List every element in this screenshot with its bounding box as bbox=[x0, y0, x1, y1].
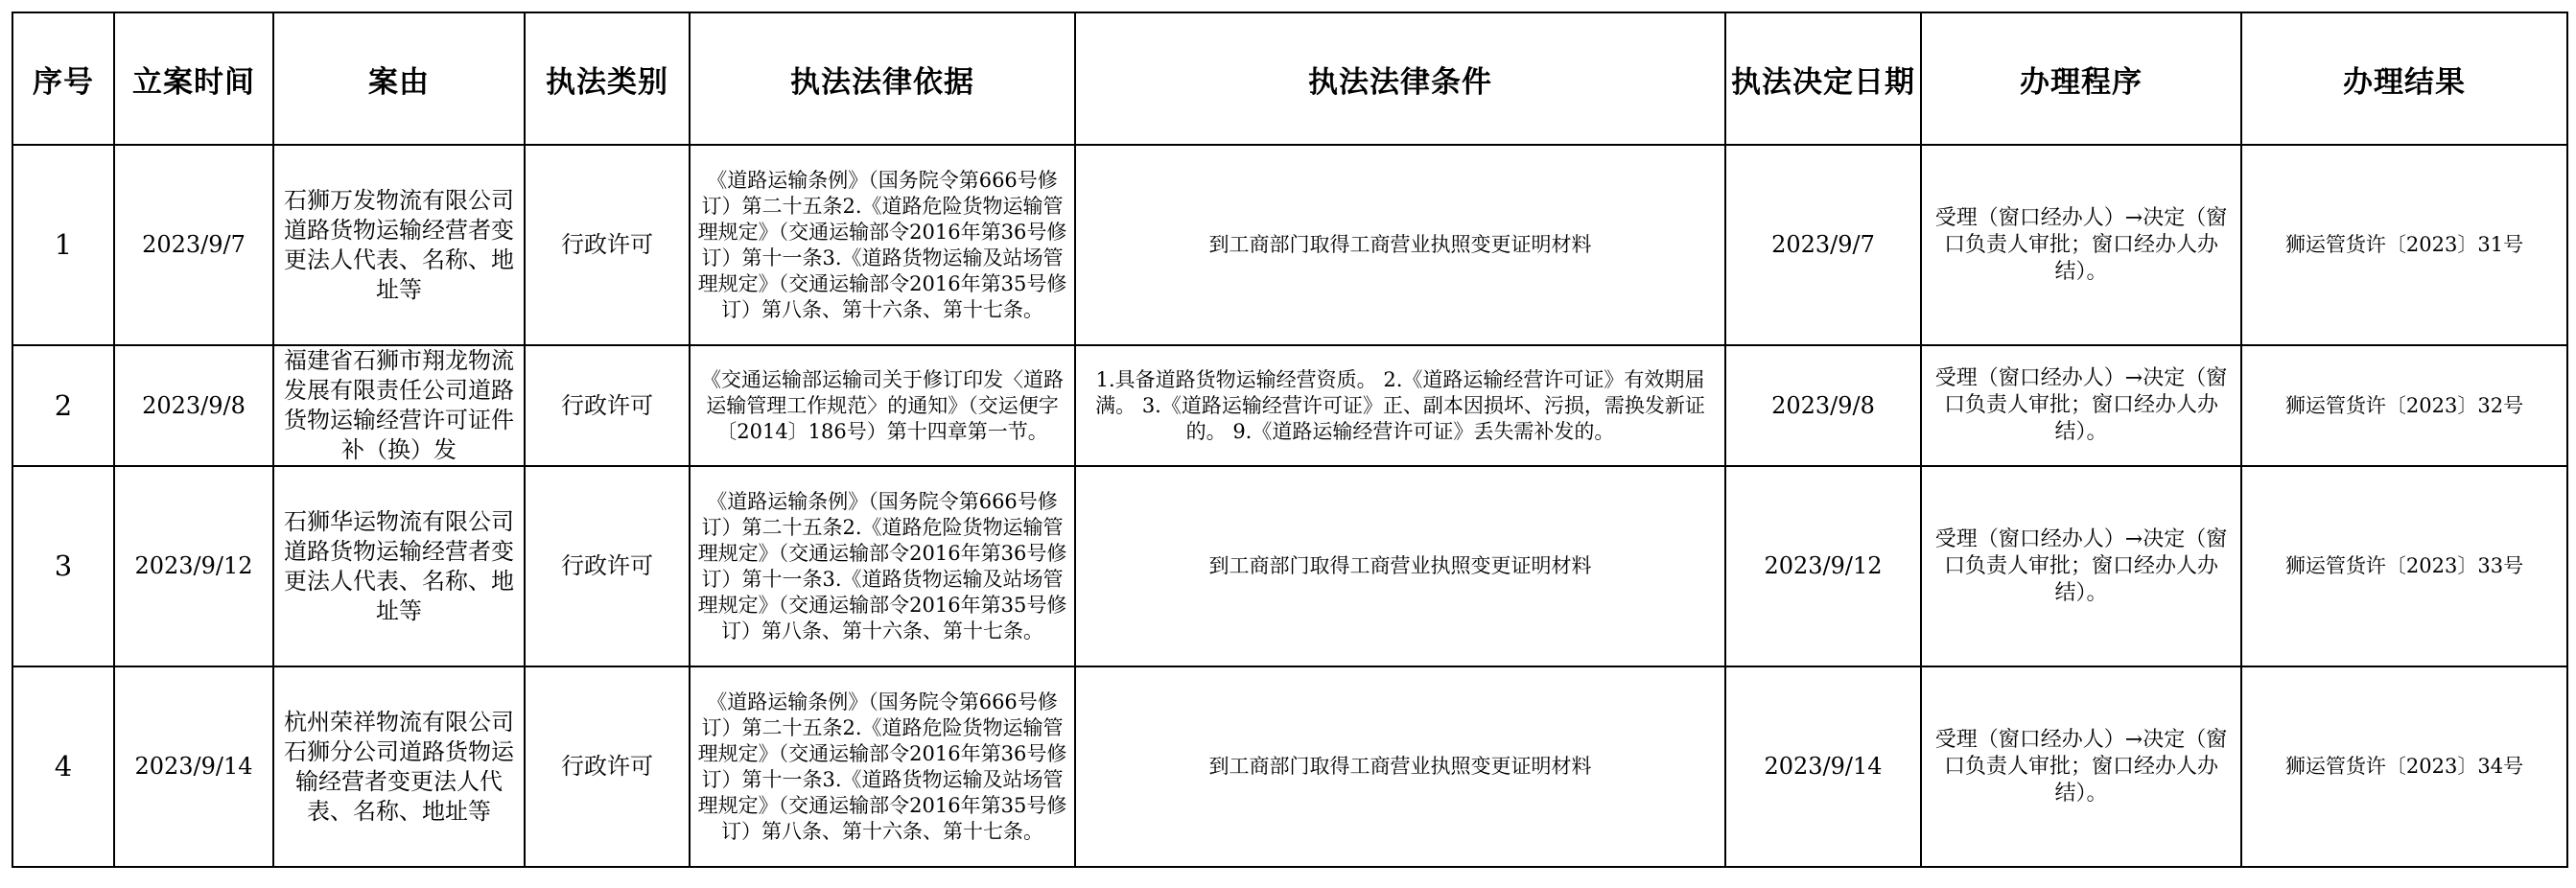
cell-filed-date: 2023/9/12 bbox=[114, 466, 273, 666]
table-row bbox=[12, 666, 2567, 867]
cell-case-reason: 杭州荣祥物流有限公司石狮分公司道路货物运输经营者变更法人代表、名称、地址等 bbox=[273, 666, 525, 867]
cell-legal-condition: 到工商部门取得工商营业执照变更证明材料 bbox=[1075, 145, 1725, 345]
cell-case-reason: 石狮华运物流有限公司道路货物运输经营者变更法人代表、名称、地址等 bbox=[273, 466, 525, 666]
header-no: 序号 bbox=[12, 12, 114, 145]
cell-legal-condition: 到工商部门取得工商营业执照变更证明材料 bbox=[1075, 666, 1725, 867]
cell-procedure: 受理（窗口经办人）→决定（窗口负责人审批；窗口经办人办结）。 bbox=[1921, 145, 2241, 345]
header-legal-basis: 执法法律依据 bbox=[690, 12, 1075, 145]
cell-case-reason: 福建省石狮市翔龙物流发展有限责任公司道路货物运输经营许可证件补（换）发 bbox=[273, 345, 525, 466]
cell-category: 行政许可 bbox=[525, 466, 690, 666]
header-row bbox=[12, 12, 2567, 145]
cell-result: 狮运管货许〔2023〕33号 bbox=[2241, 466, 2567, 666]
cell-legal-condition: 1.具备道路货物运输经营资质。 2.《道路运输经营许可证》有效期届满。 3.《道路运输经营许可证》正、副本因损坏、污损，需换发新证的。 9.《道路运输经营许可证》丢失需补发的。 bbox=[1075, 345, 1725, 466]
cell-legal-basis: 《道路运输条例》（国务院令第666号修订）第二十五条2.《道路危险货物运输管理规定》（交通运输部令2016年第36号修订）第十一条3.《道路货物运输及站场管理规定》（交通运输部令2016年第35号修订）第八条、第十六条、第十七条。 bbox=[690, 145, 1075, 345]
cell-filed-date: 2023/9/7 bbox=[114, 145, 273, 345]
header-case-reason: 案由 bbox=[273, 12, 525, 145]
cell-decision-date: 2023/9/8 bbox=[1725, 345, 1921, 466]
cell-no: 1 bbox=[12, 145, 114, 345]
header-legal-condition: 执法法律条件 bbox=[1075, 12, 1725, 145]
table-row bbox=[12, 345, 2567, 466]
table-row bbox=[12, 466, 2567, 666]
cell-no: 2 bbox=[12, 345, 114, 466]
cell-legal-basis: 《道路运输条例》（国务院令第666号修订）第二十五条2.《道路危险货物运输管理规定》（交通运输部令2016年第36号修订）第十一条3.《道路货物运输及站场管理规定》（交通运输部令2016年第35号修订）第八条、第十六条、第十七条。 bbox=[690, 466, 1075, 666]
header-filed-date: 立案时间 bbox=[114, 12, 273, 145]
header-decision-date: 执法决定日期 bbox=[1725, 12, 1921, 145]
header-category: 执法类别 bbox=[525, 12, 690, 145]
cell-no: 3 bbox=[12, 466, 114, 666]
enforcement-table bbox=[12, 12, 2568, 868]
cell-filed-date: 2023/9/14 bbox=[114, 666, 273, 867]
cell-case-reason: 石狮万发物流有限公司道路货物运输经营者变更法人代表、名称、地址等 bbox=[273, 145, 525, 345]
header-procedure: 办理程序 bbox=[1921, 12, 2241, 145]
cell-procedure: 受理（窗口经办人）→决定（窗口负责人审批；窗口经办人办结）。 bbox=[1921, 345, 2241, 466]
cell-decision-date: 2023/9/14 bbox=[1725, 666, 1921, 867]
header-result: 办理结果 bbox=[2241, 12, 2567, 145]
cell-procedure: 受理（窗口经办人）→决定（窗口负责人审批；窗口经办人办结）。 bbox=[1921, 666, 2241, 867]
table-row bbox=[12, 145, 2567, 345]
cell-no: 4 bbox=[12, 666, 114, 867]
cell-result: 狮运管货许〔2023〕34号 bbox=[2241, 666, 2567, 867]
cell-legal-basis: 《道路运输条例》（国务院令第666号修订）第二十五条2.《道路危险货物运输管理规定》（交通运输部令2016年第36号修订）第十一条3.《道路货物运输及站场管理规定》（交通运输部令2016年第35号修订）第八条、第十六条、第十七条。 bbox=[690, 666, 1075, 867]
cell-filed-date: 2023/9/8 bbox=[114, 345, 273, 466]
cell-category: 行政许可 bbox=[525, 666, 690, 867]
cell-category: 行政许可 bbox=[525, 345, 690, 466]
cell-result: 狮运管货许〔2023〕32号 bbox=[2241, 345, 2567, 466]
cell-category: 行政许可 bbox=[525, 145, 690, 345]
cell-procedure: 受理（窗口经办人）→决定（窗口负责人审批；窗口经办人办结）。 bbox=[1921, 466, 2241, 666]
cell-legal-basis: 《交通运输部运输司关于修订印发〈道路运输管理工作规范〉的通知》（交运便字〔2014〕186号）第十四章第一节。 bbox=[690, 345, 1075, 466]
cell-decision-date: 2023/9/7 bbox=[1725, 145, 1921, 345]
cell-decision-date: 2023/9/12 bbox=[1725, 466, 1921, 666]
cell-legal-condition: 到工商部门取得工商营业执照变更证明材料 bbox=[1075, 466, 1725, 666]
cell-result: 狮运管货许〔2023〕31号 bbox=[2241, 145, 2567, 345]
